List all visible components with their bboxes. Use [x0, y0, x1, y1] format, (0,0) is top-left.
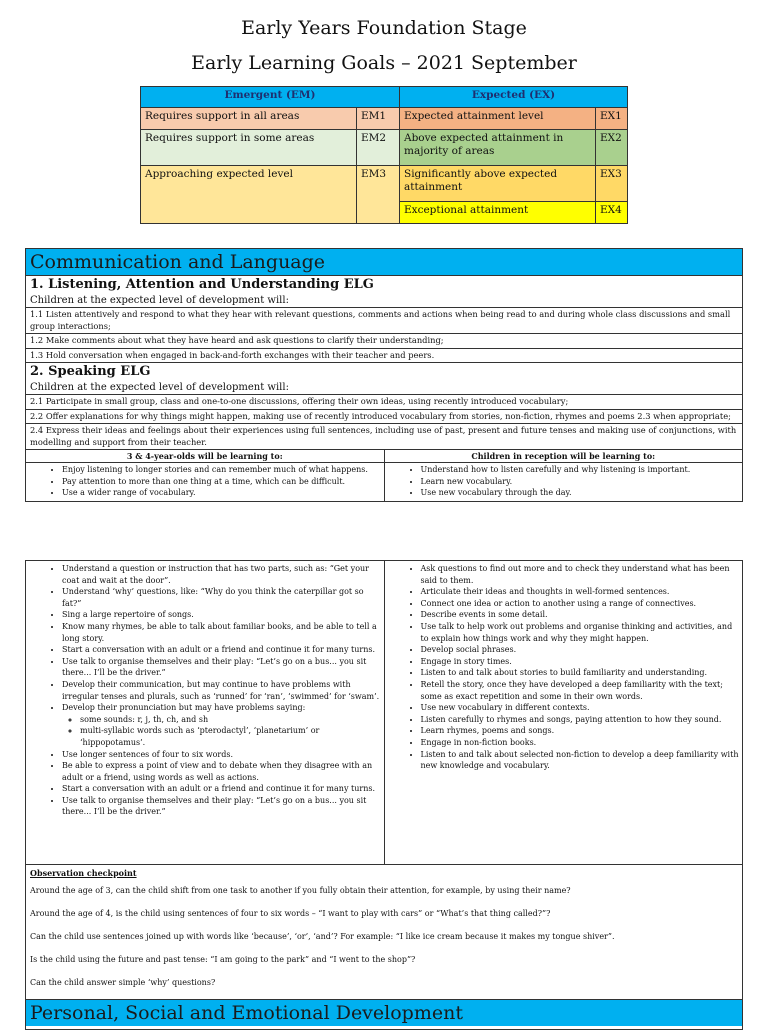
list-item: • Listen to and talk about selected non-fiction to develop a deep familiarity with new knowledge and vocabulary.	[421, 749, 743, 772]
legend-ex-code: EX3	[596, 166, 628, 202]
list-item: • Use new vocabulary in different contexts.	[421, 702, 743, 714]
column-header: Children in reception will be learning to:	[385, 450, 743, 463]
list-item-text: Develop their pronunciation but may have problems saying:	[62, 703, 306, 713]
continued-columns	[26, 561, 742, 865]
legend-em-code: EM2	[357, 130, 400, 166]
list-item: • Sing a large repertoire of songs.	[62, 609, 384, 621]
goal-item: 1.2 Make comments about what they have heard and ask questions to clarify their understanding;	[26, 334, 742, 349]
legend-ex-text: Exceptional attainment	[400, 202, 596, 224]
legend-header-row	[141, 87, 628, 108]
list-item: • Use a wider range of vocabulary.	[62, 487, 384, 499]
document-title: Early Years Foundation Stage	[241, 17, 527, 39]
subsection-intro: Children at the expected level of development will:	[26, 381, 742, 395]
legend-header-expected: Expected (EX)	[400, 87, 628, 108]
goal-item: 1.3 Hold conversation when engaged in back-and-forth exchanges with their teacher and peers.	[26, 349, 742, 364]
list-item: • Start a conversation with an adult or a friend and continue it for many turns.	[62, 783, 384, 795]
document-subtitle: Early Learning Goals – 2021 September	[191, 52, 577, 74]
list-item: • Start a conversation with an adult or a friend and continue it for many turns.	[62, 644, 384, 656]
section-heading: Communication and Language	[26, 249, 742, 276]
legend-row	[141, 108, 628, 130]
observation-paragraph: Can the child use sentences joined up with words like ‘because’, ‘or’, ‘and’? For example: “I like ice cream because it makes my tongue shiver”.	[30, 932, 615, 941]
goal-item: 2.1 Participate in small group, class and one-to-one discussions, offering their own ideas, using recently introduced vocabulary;	[26, 395, 742, 410]
list-item: • Listen to and talk about stories to build familiarity and understanding.	[421, 667, 743, 679]
list-item: • Understand a question or instruction that has two parts, such as: “Get your coat and wait at the door”.	[62, 563, 384, 586]
legend-ex-code: EX1	[596, 108, 628, 130]
legend-em-code: EM3	[357, 166, 400, 224]
list-item: • Use talk to help work out problems and organise thinking and activities, and to explain how things work and why they might happen.	[421, 621, 743, 644]
list-item: • Listen carefully to rhymes and songs, paying attention to how they sound.	[421, 714, 743, 726]
subsection-title: 1. Listening, Attention and Understanding ELG	[30, 277, 374, 292]
bullet-list	[26, 464, 384, 499]
legend-em-text: Approaching expected level	[141, 166, 357, 224]
list-item: • Develop their communication, but may continue to have problems with irregular tenses and plurals, such as ‘runned’ for ‘ran’, ‘swimmed’ for ‘swam’.	[62, 679, 384, 702]
legend-ex-code: EX2	[596, 130, 628, 166]
sub-list-item: ◦ multi-syllabic words such as ‘pterodactyl’, ‘planetarium’ or ‘hippopotamus’.	[80, 725, 384, 748]
section-heading-pse: Personal, Social and Emotional Development	[26, 999, 742, 1026]
list-item: • Be able to express a point of view and to debate when they disagree with an adult or a friend, using words as well as actions.	[62, 760, 384, 783]
list-item: • Engage in story times.	[421, 656, 743, 668]
observation-paragraph: Can the child answer simple ‘why’ questions?	[30, 978, 216, 987]
legend-row	[141, 166, 628, 202]
list-item: • Use talk to organise themselves and their play: “Let’s go on a bus... you sit there... I’ll be the driver.”	[62, 656, 384, 679]
bullet-list	[26, 563, 384, 818]
learning-column-reception	[384, 450, 743, 501]
sub-list-item: ◦ some sounds: r, j, th, ch, and sh	[80, 714, 384, 726]
subsection-intro: Children at the expected level of development will:	[26, 294, 742, 308]
legend-ex-text: Above expected attainment in majority of areas	[400, 130, 596, 166]
list-item: • Articulate their ideas and thoughts in well-formed sentences.	[421, 586, 743, 598]
list-item: • Engage in non-fiction books.	[421, 737, 743, 749]
learning-column-3-4	[26, 450, 384, 501]
list-item: • Know many rhymes, be able to talk about familiar books, and be able to tell a long story.	[62, 621, 384, 644]
list-item: • Learn new vocabulary.	[421, 476, 743, 488]
column-header: 3 & 4-year-olds will be learning to:	[26, 450, 384, 463]
observation-paragraph: Around the age of 4, is the child using sentences of four to six words – “I want to play with cars” or “What’s that thing called?”?	[30, 909, 551, 918]
bullet-list	[385, 563, 743, 772]
bullet-list	[385, 464, 743, 499]
legend-header-emergent: Emergent (EM)	[141, 87, 400, 108]
list-item: • Use talk to organise themselves and their play: “Let’s go on a bus... you sit there... I’ll be the driver.”	[62, 795, 384, 818]
observation-checkpoint	[26, 865, 742, 993]
legend-ex-text: Significantly above expected attainment	[400, 166, 596, 202]
communication-language-section	[25, 248, 743, 502]
legend-ex-text: Expected attainment level	[400, 108, 596, 130]
legend-em-text: Requires support in all areas	[141, 108, 357, 130]
list-item: • Ask questions to find out more and to check they understand what has been said to them.	[421, 563, 743, 586]
list-item: • Use longer sentences of four to six words.	[62, 749, 384, 761]
list-item: • Develop social phrases.	[421, 644, 743, 656]
list-item: • Enjoy listening to longer stories and can remember much of what happens.	[62, 464, 384, 476]
subsection-title: 2. Speaking ELG	[30, 364, 151, 379]
list-item: • Use new vocabulary through the day.	[421, 487, 743, 499]
legend-ex-code: EX4	[596, 202, 628, 224]
list-item	[62, 702, 384, 748]
learning-columns	[26, 449, 742, 501]
list-item: • Connect one idea or action to another using a range of connectives.	[421, 598, 743, 610]
observation-title: Observation checkpoint	[30, 868, 137, 878]
legend-em-text: Requires support in some areas	[141, 130, 357, 166]
list-item: • Describe events in some detail.	[421, 609, 743, 621]
list-item: • Learn rhymes, poems and songs.	[421, 725, 743, 737]
list-item: • Understand how to listen carefully and why listening is important.	[421, 464, 743, 476]
list-item: • Understand ‘why’ questions, like: “Why do you think the caterpillar got so fat?”	[62, 586, 384, 609]
continued-column-3-4	[26, 561, 384, 864]
continued-column-reception	[384, 561, 743, 864]
legend-row	[141, 130, 628, 166]
continued-learning-section	[25, 560, 743, 1030]
goal-item: 2.4 Express their ideas and feelings about their experiences using full sentences, including use of past, present and future tenses and making use of conjunctions, with modelling and support from their teacher.	[30, 425, 737, 447]
observation-paragraph: Is the child using the future and past tense: “I am going to the park” and “I went to the shop”?	[30, 955, 416, 964]
goal-item: 2.2 Offer explanations for why things might happen, making use of recently introduced vocabulary from stories, non-fiction, rhymes and poems 2.3 when appropriate;	[26, 410, 742, 425]
goal-item: 1.1 Listen attentively and respond to what they hear with relevant questions, comments and actions when being read to and during whole class discussions and small group interactions;	[26, 308, 742, 334]
list-item: • Retell the story, once they have developed a deep familiarity with the text; some as exact repetition and some in their own words.	[421, 679, 743, 702]
attainment-legend-table	[140, 86, 628, 224]
list-item: • Pay attention to more than one thing at a time, which can be difficult.	[62, 476, 384, 488]
observation-paragraph: Around the age of 3, can the child shift from one task to another if you fully obtain their attention, for example, by using their name?	[30, 886, 571, 895]
legend-em-code: EM1	[357, 108, 400, 130]
